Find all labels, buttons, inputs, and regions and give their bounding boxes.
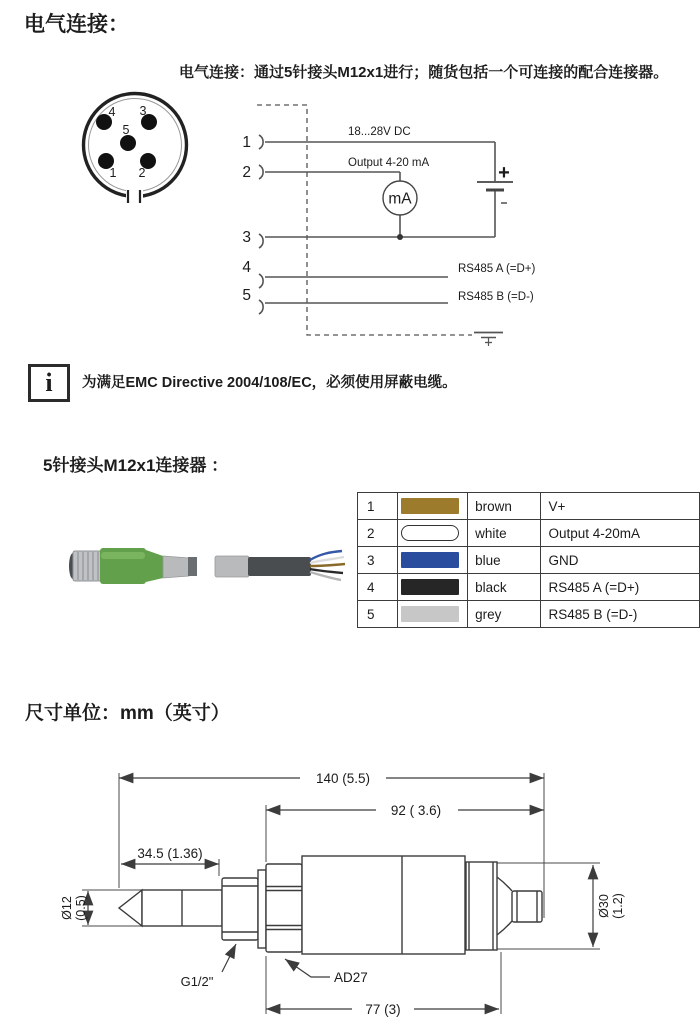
- pin3-label: 3: [139, 104, 147, 118]
- pin-cell: 5: [358, 601, 398, 628]
- dim-rear-label: 92 ( 3.6): [390, 803, 442, 818]
- sensor-outline: [119, 856, 542, 954]
- connector-pinout-diagram: [75, 88, 197, 210]
- probe-tip: [119, 890, 142, 926]
- wire-pin1: 1: [242, 134, 251, 151]
- wire-color-table: [357, 492, 700, 628]
- color-name-cell: white: [468, 520, 541, 547]
- hex-label: AD27: [334, 970, 368, 985]
- intro-text: 电气连接：通过5针接头M12x1进行；随货包括一个可连接的配合连接器。: [179, 64, 669, 81]
- swatch-cell: [397, 574, 467, 601]
- function-cell: RS485 B (=D-): [541, 601, 700, 628]
- stripped-wires: [310, 551, 345, 580]
- wiring-schematic: [230, 95, 560, 357]
- hex-section: [266, 864, 302, 952]
- pin-cell: 1: [358, 493, 398, 520]
- color-name-cell: blue: [468, 547, 541, 574]
- color-swatch-blue: [401, 552, 459, 568]
- coupling-nut: [73, 551, 101, 581]
- pin5-label: 5: [122, 123, 130, 137]
- wire-pin4: 4: [242, 259, 251, 276]
- output-label: Output 4-20 mA: [348, 157, 430, 169]
- ground-symbol: [474, 333, 503, 347]
- thread-nut: [222, 878, 258, 940]
- color-swatch-brown: [401, 498, 459, 514]
- dimension-drawing: [55, 755, 640, 1025]
- cable-jacket: [248, 557, 311, 576]
- page-title: 电气连接：: [24, 13, 129, 36]
- hex-leader: [285, 959, 330, 977]
- color-swatch-grey: [401, 606, 459, 622]
- battery-plus-label: +: [498, 162, 510, 184]
- function-cell: Output 4-20mA: [541, 520, 700, 547]
- junction-dot: [397, 234, 403, 240]
- color-swatch-black: [401, 579, 459, 595]
- dimension-section-title: 尺寸单位：mm（英寸）: [25, 703, 230, 724]
- table-row: [358, 601, 700, 628]
- info-icon: i: [45, 368, 53, 397]
- pin-cell: 4: [358, 574, 398, 601]
- dim-probe-label: 34.5 (1.36): [137, 846, 203, 861]
- main-body: [302, 856, 465, 954]
- dim-body-dia-inch-label: (1.2): [611, 893, 625, 919]
- supply-voltage-label: 18...28V DC: [348, 126, 411, 138]
- pin-cell: 2: [358, 520, 398, 547]
- swatch-cell: [397, 601, 467, 628]
- swatch-cell: [397, 520, 467, 547]
- function-cell: GND: [541, 547, 700, 574]
- device-boundary-dashed: [257, 105, 472, 335]
- info-box: [28, 364, 70, 402]
- swatch-cell: [397, 547, 467, 574]
- rs485a-label: RS485 A (=D+): [458, 263, 536, 275]
- rs485b-label: RS485 B (=D-): [458, 291, 534, 303]
- color-name-cell: grey: [468, 601, 541, 628]
- connector-section-title: 5针接头M12x1连接器 ：: [43, 456, 229, 475]
- dim-body-dia-label: Ø30: [597, 894, 611, 918]
- color-swatch-white: [401, 525, 459, 541]
- pin-socket-arcs: [259, 135, 263, 314]
- cable-sleeve-right: [215, 556, 249, 577]
- dim-body-length-label: 77 (3): [365, 1002, 401, 1017]
- wiring-pin-numbers: [242, 134, 251, 304]
- color-name-cell: brown: [468, 493, 541, 520]
- pin4-label: 4: [108, 105, 116, 119]
- cable-sleeve-left: [163, 556, 189, 578]
- dim-overall-label: 140 (5.5): [315, 771, 371, 786]
- table-row: [358, 547, 700, 574]
- table-row: [358, 493, 700, 520]
- thread-leader: [222, 944, 236, 972]
- table-row: [358, 520, 700, 547]
- wire-pin3: 3: [242, 229, 251, 246]
- color-name-cell: black: [468, 574, 541, 601]
- cable-photo: [55, 535, 355, 595]
- ma-meter-label: mA: [388, 190, 412, 208]
- thread-label: G1/2": [180, 974, 214, 989]
- emc-notice-text: 为满足EMC Directive 2004/108/EC，必须使用屏蔽电缆。: [82, 375, 457, 391]
- dim-probe-dia-inch-label: (0.5): [74, 895, 88, 921]
- swatch-cell: [397, 493, 467, 520]
- pin2-label: 2: [138, 166, 146, 180]
- function-cell: RS485 A (=D+): [541, 574, 700, 601]
- washer-ring: [258, 870, 266, 948]
- dim-probe-dia-label: Ø12: [60, 896, 74, 920]
- wire-pin2: 2: [242, 164, 251, 181]
- pin-cell: 3: [358, 547, 398, 574]
- function-cell: V+: [541, 493, 700, 520]
- table-row: [358, 574, 700, 601]
- wire-pin5: 5: [242, 287, 251, 304]
- pin1-label: 1: [109, 166, 117, 180]
